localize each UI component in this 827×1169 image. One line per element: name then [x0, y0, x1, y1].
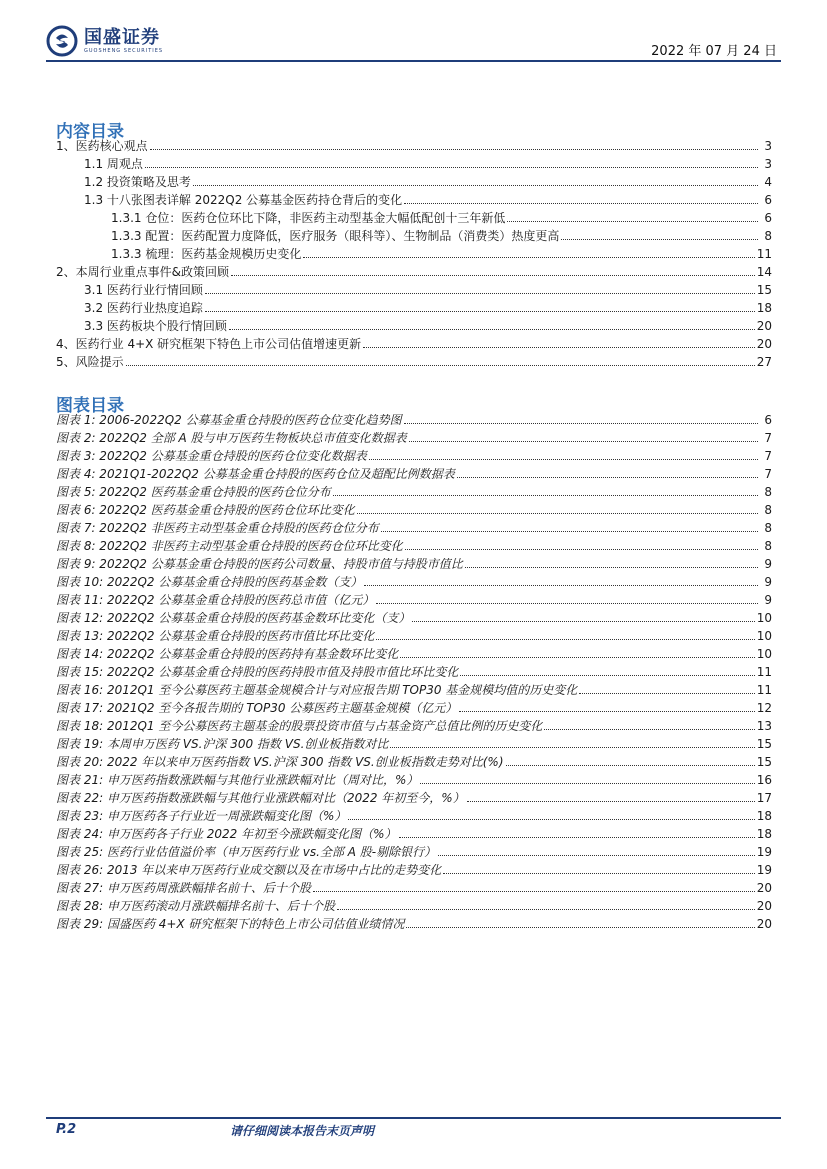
figure-entry[interactable]	[56, 537, 772, 555]
entry-page-number: 13	[756, 719, 772, 733]
guosheng-logo-icon	[46, 25, 78, 57]
dot-leader	[443, 873, 754, 874]
entry-page-number: 15	[756, 283, 772, 297]
entry-label: 图表 17: 2021Q2 至今各报告期的 TOP30 公募医药主题基金规模（亿元）	[56, 701, 458, 715]
dot-leader	[363, 347, 755, 348]
footer-rule	[46, 1117, 781, 1119]
entry-page-number: 15	[756, 737, 772, 751]
entry-label: 图表 25: 医药行业估值溢价率（申万医药行业 vs.全部 A 股-剔除银行）	[56, 845, 437, 859]
entry-label: 图表 2: 2022Q2 全部 A 股与申万医药生物板块总市值变化数据表	[56, 431, 407, 445]
figure-entry[interactable]	[56, 447, 772, 465]
figures-list	[56, 411, 772, 933]
entry-page-number: 15	[756, 755, 772, 769]
entry-page-number: 8	[764, 229, 772, 243]
entry-label: 图表 13: 2022Q2 公募基金重仓持股的医药市值比环比变化	[56, 629, 375, 643]
entry-page-number: 7	[764, 431, 772, 445]
entry-page-number: 4	[764, 175, 772, 189]
entry-page-number: 3	[764, 157, 772, 171]
entry-label: 图表 11: 2022Q2 公募基金重仓持股的医药总市值（亿元）	[56, 593, 375, 607]
figure-entry[interactable]	[56, 591, 772, 609]
entry-label: 图表 1: 2006-2022Q2 公募基金重仓持股的医药仓位变化趋势图	[56, 413, 402, 427]
entry-label: 图表 6: 2022Q2 医药基金重仓持股的医药仓位环比变化	[56, 503, 355, 517]
entry-label: 图表 18: 2012Q1 至今公募医药主题基金的股票投资市值与占基金资产总值比例的历史变化	[56, 719, 543, 733]
dot-leader	[404, 203, 758, 204]
entry-label: 图表 3: 2022Q2 公募基金重仓持股的医药仓位变化数据表	[56, 449, 367, 463]
entry-page-number: 10	[756, 647, 772, 661]
figures-title: 图表目录	[56, 396, 124, 416]
figure-entry[interactable]	[56, 663, 772, 681]
dot-leader	[400, 657, 754, 658]
toc-entry[interactable]	[56, 191, 772, 209]
entry-label: 图表 4: 2021Q1-2022Q2 公募基金重仓持股的医药仓位及超配比例数据表	[56, 467, 455, 481]
figure-entry[interactable]	[56, 735, 772, 753]
figure-entry[interactable]	[56, 573, 772, 591]
dot-leader	[337, 909, 755, 910]
report-date: 2022 年 07 月 24 日	[651, 44, 777, 59]
entry-page-number: 11	[756, 247, 772, 261]
entry-label: 4、医药行业 4+X 研究框架下特色上市公司估值增速更新	[56, 337, 362, 351]
entry-page-number: 9	[764, 593, 772, 607]
dot-leader	[457, 477, 758, 478]
entry-page-number: 12	[756, 701, 772, 715]
figure-entry[interactable]	[56, 717, 772, 735]
entry-label: 5、风险提示	[56, 355, 124, 369]
entry-label: 1.3 十八张图表详解 2022Q2 公募基金医药持仓背后的变化	[84, 193, 403, 207]
entry-page-number: 6	[764, 211, 772, 225]
toc-list	[56, 137, 772, 371]
dot-leader	[412, 621, 754, 622]
dot-leader	[313, 891, 755, 892]
dot-leader	[405, 549, 758, 550]
dot-leader	[438, 855, 755, 856]
dot-leader	[544, 729, 754, 730]
dot-leader	[376, 603, 758, 604]
company-logo	[46, 24, 163, 58]
disclaimer-note: 请仔细阅读本报告末页声明	[230, 1124, 375, 1138]
dot-leader	[205, 311, 755, 312]
figure-entry[interactable]	[56, 753, 772, 771]
header-rule	[46, 60, 781, 62]
figure-entry[interactable]	[56, 501, 772, 519]
dot-leader	[231, 275, 755, 276]
entry-page-number: 20	[756, 337, 772, 351]
figure-entry[interactable]	[56, 681, 772, 699]
page-number: P.2	[56, 1122, 77, 1137]
dot-leader	[460, 675, 754, 676]
figure-entry[interactable]	[56, 645, 772, 663]
dot-leader	[406, 927, 754, 928]
entry-label: 3.3 医药板块个股行情回顾	[84, 319, 227, 333]
entry-label: 图表 14: 2022Q2 公募基金重仓持股的医药持有基金数环比变化	[56, 647, 399, 661]
figure-entry[interactable]	[56, 789, 772, 807]
toc-entry[interactable]	[56, 263, 772, 281]
entry-page-number: 7	[764, 467, 772, 481]
entry-page-number: 8	[764, 521, 772, 535]
entry-page-number: 18	[756, 301, 772, 315]
entry-label: 图表 19: 本周申万医药 VS.沪深 300 指数 VS.创业板指数对比	[56, 737, 389, 751]
entry-label: 图表 26: 2013 年以来申万医药行业成交额以及在市场中占比的走势变化	[56, 863, 442, 877]
dot-leader	[409, 441, 758, 442]
entry-label: 图表 22: 申万医药指数涨跌幅与其他行业涨跌幅对比（2022 年初至今，%）	[56, 791, 465, 805]
entry-page-number: 20	[756, 917, 772, 931]
entry-label: 图表 29: 国盛医药 4+X 研究框架下的特色上市公司估值业绩情况	[56, 917, 405, 931]
entry-label: 图表 7: 2022Q2 非医药主动型基金重仓持股的医药仓位分布	[56, 521, 379, 535]
dot-leader	[507, 221, 758, 222]
entry-label: 1.3.3 梳理：医药基金规模历史变化	[111, 247, 302, 261]
dot-leader	[390, 747, 754, 748]
toc-entry[interactable]	[56, 209, 772, 227]
entry-label: 图表 8: 2022Q2 非医药主动型基金重仓持股的医药仓位环比变化	[56, 539, 403, 553]
entry-page-number: 11	[756, 665, 772, 679]
toc-entry[interactable]	[56, 155, 772, 173]
dot-leader	[193, 185, 758, 186]
dot-leader	[399, 837, 755, 838]
entry-label: 3.2 医药行业热度追踪	[84, 301, 203, 315]
dot-leader	[459, 711, 754, 712]
dot-leader	[381, 531, 758, 532]
figure-entry[interactable]	[56, 771, 772, 789]
entry-label: 3.1 医药行业行情回顾	[84, 283, 203, 297]
entry-label: 图表 12: 2022Q2 公募基金重仓持股的医药基金数环比变化（支）	[56, 611, 411, 625]
entry-page-number: 20	[756, 899, 772, 913]
entry-page-number: 11	[756, 683, 772, 697]
figure-entry[interactable]	[56, 627, 772, 645]
dot-leader	[364, 585, 758, 586]
entry-label: 图表 10: 2022Q2 公募基金重仓持股的医药基金数（支）	[56, 575, 363, 589]
entry-page-number: 19	[756, 845, 772, 859]
entry-page-number: 27	[756, 355, 772, 369]
figure-entry[interactable]	[56, 897, 772, 915]
entry-page-number: 20	[756, 881, 772, 895]
toc-entry[interactable]	[56, 281, 772, 299]
entry-page-number: 18	[756, 809, 772, 823]
entry-page-number: 8	[764, 503, 772, 517]
logo-name: 国盛证券	[84, 26, 160, 48]
toc-entry[interactable]	[56, 245, 772, 263]
entry-label: 图表 20: 2022 年以来申万医药指数 VS.沪深 300 指数 VS.创业板指数走势对比(%)	[56, 755, 504, 769]
toc-entry[interactable]	[56, 335, 772, 353]
toc-entry[interactable]	[56, 137, 772, 155]
toc-title: 内容目录	[56, 122, 124, 142]
entry-label: 图表 16: 2012Q1 至今公募医药主题基金规模合计与对应报告期 TOP30 基金规模均值的历史变化	[56, 683, 578, 697]
dot-leader	[376, 639, 754, 640]
entry-page-number: 8	[764, 485, 772, 499]
dot-leader	[465, 567, 758, 568]
dot-leader	[145, 167, 758, 168]
entry-page-number: 9	[764, 557, 772, 571]
entry-page-number: 10	[756, 629, 772, 643]
entry-label: 1.1 周观点	[84, 157, 143, 171]
entry-page-number: 3	[764, 139, 772, 153]
entry-page-number: 20	[756, 319, 772, 333]
toc-entry[interactable]	[56, 353, 772, 371]
entry-label: 图表 28: 申万医药滚动月涨跌幅排名前十、后十个股	[56, 899, 335, 913]
figure-entry[interactable]	[56, 807, 772, 825]
dot-leader	[150, 149, 758, 150]
toc-entry[interactable]	[56, 317, 772, 335]
dot-leader	[357, 513, 758, 514]
entry-label: 图表 15: 2022Q2 公募基金重仓持股的医药持股市值及持股市值比环比变化	[56, 665, 459, 679]
entry-label: 图表 9: 2022Q2 公募基金重仓持股的医药公司数量、持股市值与持股市值比	[56, 557, 463, 571]
toc-entry[interactable]	[56, 299, 772, 317]
dot-leader	[420, 783, 754, 784]
figure-entry[interactable]	[56, 609, 772, 627]
figure-entry[interactable]	[56, 861, 772, 879]
entry-page-number: 18	[756, 827, 772, 841]
figure-entry[interactable]	[56, 429, 772, 447]
entry-label: 1、医药核心观点	[56, 139, 148, 153]
dot-leader	[579, 693, 754, 694]
entry-label: 图表 24: 申万医药各子行业 2022 年初至今涨跌幅变化图（%）	[56, 827, 397, 841]
entry-page-number: 16	[756, 773, 772, 787]
dot-leader	[506, 765, 755, 766]
entry-label: 图表 5: 2022Q2 医药基金重仓持股的医药仓位分布	[56, 485, 331, 499]
entry-label: 1.3.1 仓位：医药仓位环比下降，非医药主动型基金大幅低配创十三年新低	[111, 211, 506, 225]
entry-label: 1.3.3 配置：医药配置力度降低，医疗服务（眼科等）、生物制品（消费类）热度更高	[111, 229, 560, 243]
figure-entry[interactable]	[56, 483, 772, 501]
figure-entry[interactable]	[56, 411, 772, 429]
dot-leader	[126, 365, 755, 366]
entry-label: 图表 21: 申万医药指数涨跌幅与其他行业涨跌幅对比（周对比，%）	[56, 773, 419, 787]
entry-page-number: 9	[764, 575, 772, 589]
entry-label: 2、本周行业重点事件&政策回顾	[56, 265, 229, 279]
toc-entry[interactable]	[56, 173, 772, 191]
figure-entry[interactable]	[56, 879, 772, 897]
entry-page-number: 6	[764, 193, 772, 207]
entry-page-number: 7	[764, 449, 772, 463]
dot-leader	[404, 423, 758, 424]
entry-page-number: 19	[756, 863, 772, 877]
dot-leader	[229, 329, 755, 330]
figure-entry[interactable]	[56, 555, 772, 573]
entry-page-number: 8	[764, 539, 772, 553]
entry-page-number: 14	[756, 265, 772, 279]
toc-entry[interactable]	[56, 227, 772, 245]
figure-entry[interactable]	[56, 843, 772, 861]
figure-entry[interactable]	[56, 915, 772, 933]
dot-leader	[205, 293, 755, 294]
dot-leader	[369, 459, 758, 460]
dot-leader	[303, 257, 754, 258]
figure-entry[interactable]	[56, 699, 772, 717]
entry-label: 图表 23: 申万医药各子行业近一周涨跌幅变化图（%）	[56, 809, 347, 823]
dot-leader	[561, 239, 758, 240]
entry-page-number: 17	[756, 791, 772, 805]
entry-label: 1.2 投资策略及思考	[84, 175, 191, 189]
entry-page-number: 6	[764, 413, 772, 427]
dot-leader	[348, 819, 754, 820]
figure-entry[interactable]	[56, 465, 772, 483]
figure-entry[interactable]	[56, 519, 772, 537]
dot-leader	[467, 801, 755, 802]
entry-label: 图表 27: 申万医药周涨跌幅排名前十、后十个股	[56, 881, 311, 895]
dot-leader	[333, 495, 758, 496]
figure-entry[interactable]	[56, 825, 772, 843]
entry-page-number: 10	[756, 611, 772, 625]
logo-subtitle: GUOSHENG SECURITIES	[84, 47, 164, 54]
